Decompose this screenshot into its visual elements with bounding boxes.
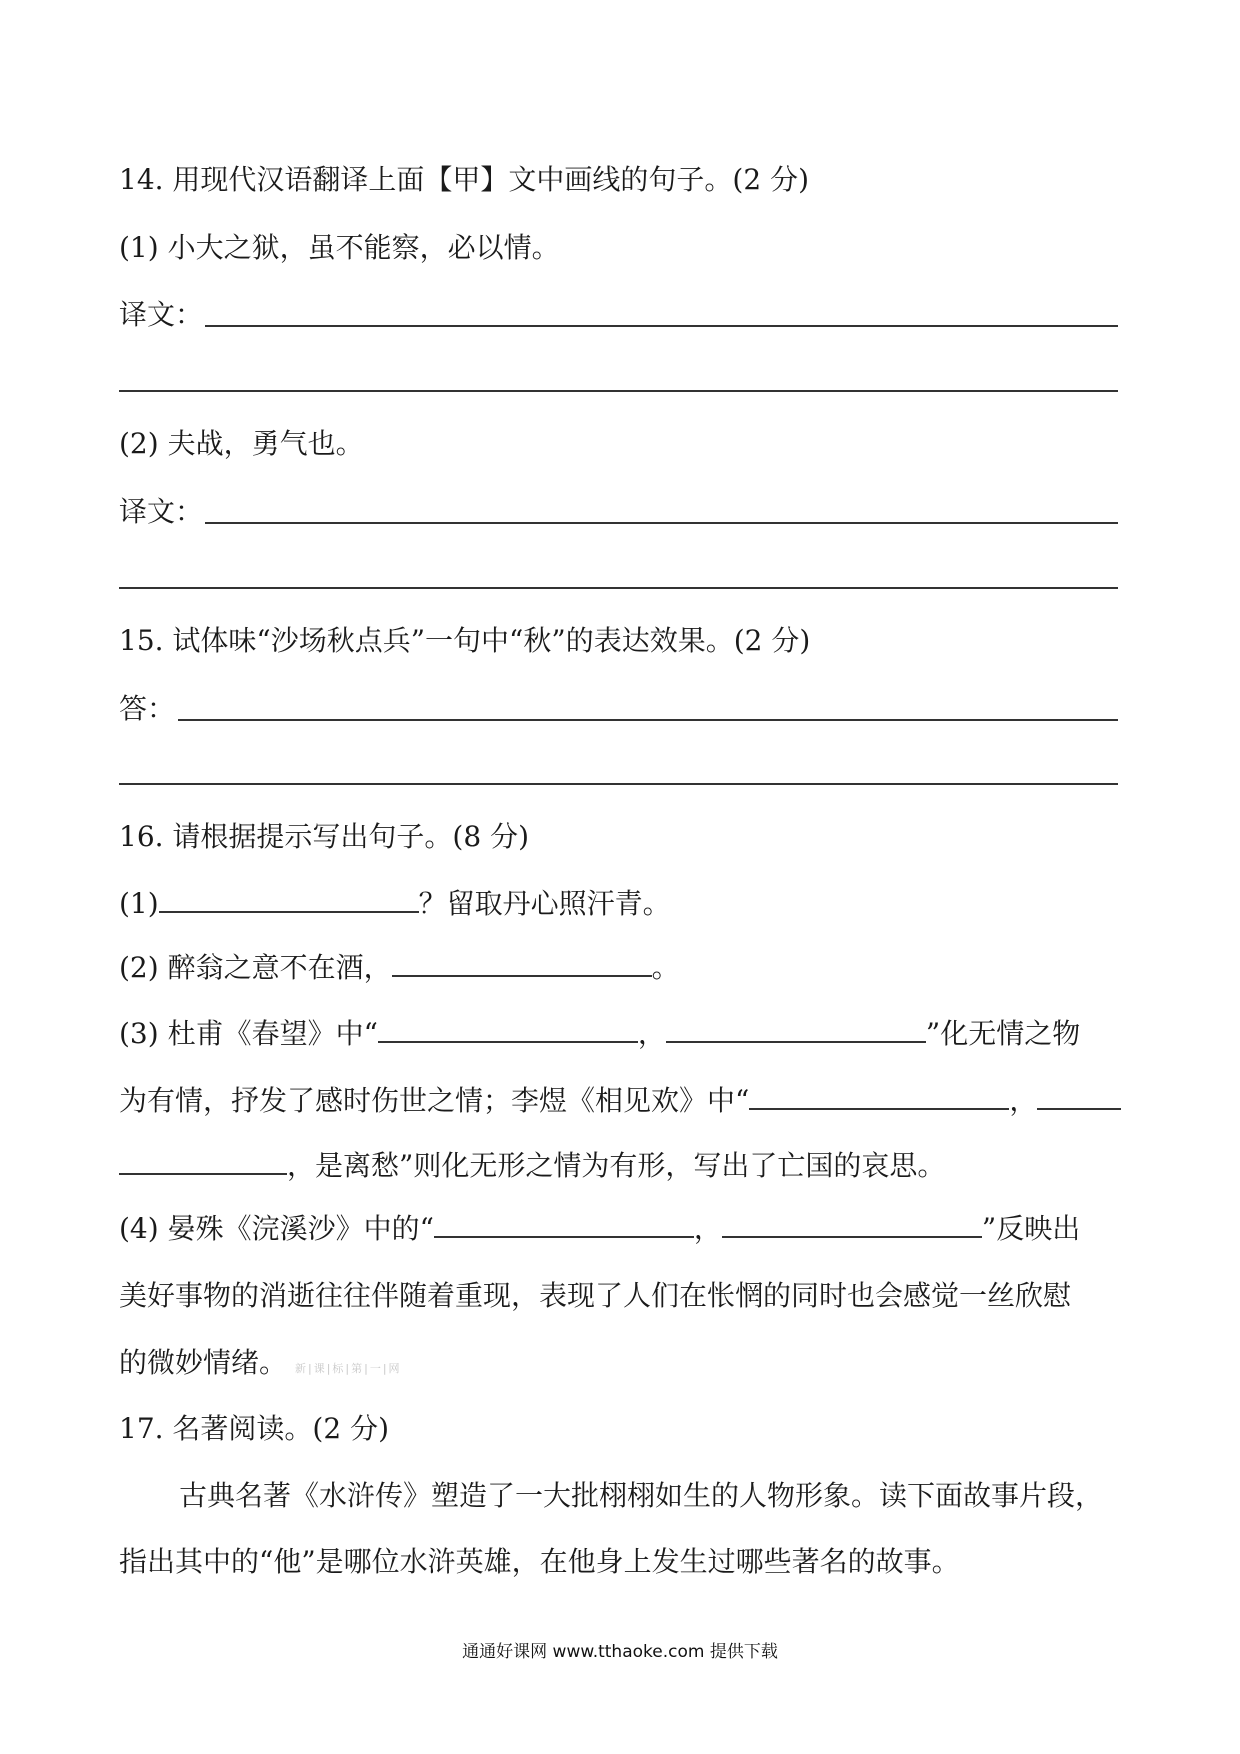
- question-15-title: 15. 试体味“沙场秋点兵”一句中“秋”的表达效果。(2 分): [119, 624, 811, 657]
- part-1-prefix: (1): [119, 887, 159, 920]
- part-4-prefix: (4) 晏殊《浣溪沙》中的“: [119, 1212, 434, 1245]
- part-2-prefix: (2) 醉翁之意不在酒，: [119, 951, 392, 984]
- fill-blank-4b[interactable]: [722, 1214, 982, 1238]
- question-17-paragraph-line-2: 指出其中的“他”是哪位水浒英雄，在他身上发生过哪些著名的故事。: [119, 1545, 960, 1578]
- part-4-suffix: ”反映出: [981, 1212, 1081, 1245]
- part-1-suffix: ？留取丹心照汗青。: [418, 887, 671, 920]
- fill-blank-2[interactable]: [392, 953, 652, 977]
- question-14-sentence-2: (2) 夫战，勇气也。: [119, 427, 364, 460]
- question-16-part-2: [119, 950, 1119, 986]
- question-16-part-3-line-3: [119, 1148, 1119, 1184]
- translation-1-line-1[interactable]: [205, 325, 1118, 327]
- answer-15-line-2[interactable]: [119, 783, 1118, 785]
- fill-blank-3a[interactable]: [378, 1019, 638, 1043]
- part-3-line-2-comma: ，: [1009, 1084, 1038, 1117]
- question-17-title: 17. 名著阅读。(2 分): [119, 1412, 389, 1445]
- question-16-part-3-line-1: [119, 1016, 1119, 1052]
- translation-2-line-2[interactable]: [119, 587, 1118, 589]
- question-14-title: 14. 用现代汉语翻译上面【甲】文中画线的句子。(2 分): [119, 163, 809, 196]
- part-2-suffix: 。: [651, 951, 680, 984]
- fill-blank-3b[interactable]: [666, 1019, 926, 1043]
- translation-1-line-2[interactable]: [119, 390, 1118, 392]
- part-4-comma: ，: [693, 1212, 722, 1245]
- question-16-part-4-line-1: [119, 1211, 1119, 1247]
- question-16-part-4-line-2: 美好事物的消逝往往伴随着重现，表现了人们在怅惘的同时也会感觉一丝欣慰: [119, 1279, 1072, 1312]
- question-14-sentence-1: (1) 小大之狱，虽不能察，必以情。: [119, 231, 560, 264]
- fill-blank-3d-start[interactable]: [1037, 1086, 1121, 1110]
- part-3-comma: ，: [637, 1017, 666, 1050]
- site-watermark: 新|课|标|第|一|网: [295, 1362, 402, 1375]
- question-16-part-1: [119, 886, 1119, 922]
- page-footer: 通通好课网 www.tthaoke.com 提供下载: [462, 1642, 778, 1662]
- question-16-part-3-line-2: [119, 1083, 1119, 1119]
- question-16-title: 16. 请根据提示写出句子。(8 分): [119, 820, 529, 853]
- translation-label-1: 译文：: [119, 298, 204, 331]
- part-3-suffix: ”化无情之物: [925, 1017, 1081, 1050]
- part-3-line-3-suffix: ，是离愁”则化无形之情为有形，写出了亡国的哀思。: [287, 1149, 946, 1182]
- question-16-part-4-line-3: 的微妙情绪。: [119, 1346, 288, 1379]
- part-3-prefix: (3) 杜甫《春望》中“: [119, 1017, 378, 1050]
- answer-15-line-1[interactable]: [178, 719, 1118, 721]
- fill-blank-3d-end[interactable]: [119, 1151, 287, 1175]
- translation-2-line-1[interactable]: [205, 522, 1118, 524]
- part-3-line-2-prefix: 为有情，抒发了感时伤世之情；李煜《相见欢》中“: [119, 1084, 750, 1117]
- translation-label-2: 译文：: [119, 495, 204, 528]
- question-17-paragraph-line-1: 古典名著《水浒传》塑造了一大批栩栩如生的人物形象。读下面故事片段，: [179, 1479, 1104, 1512]
- answer-label-15: 答：: [119, 692, 176, 725]
- fill-blank-1[interactable]: [159, 889, 419, 913]
- fill-blank-4a[interactable]: [434, 1214, 694, 1238]
- fill-blank-3c[interactable]: [749, 1086, 1009, 1110]
